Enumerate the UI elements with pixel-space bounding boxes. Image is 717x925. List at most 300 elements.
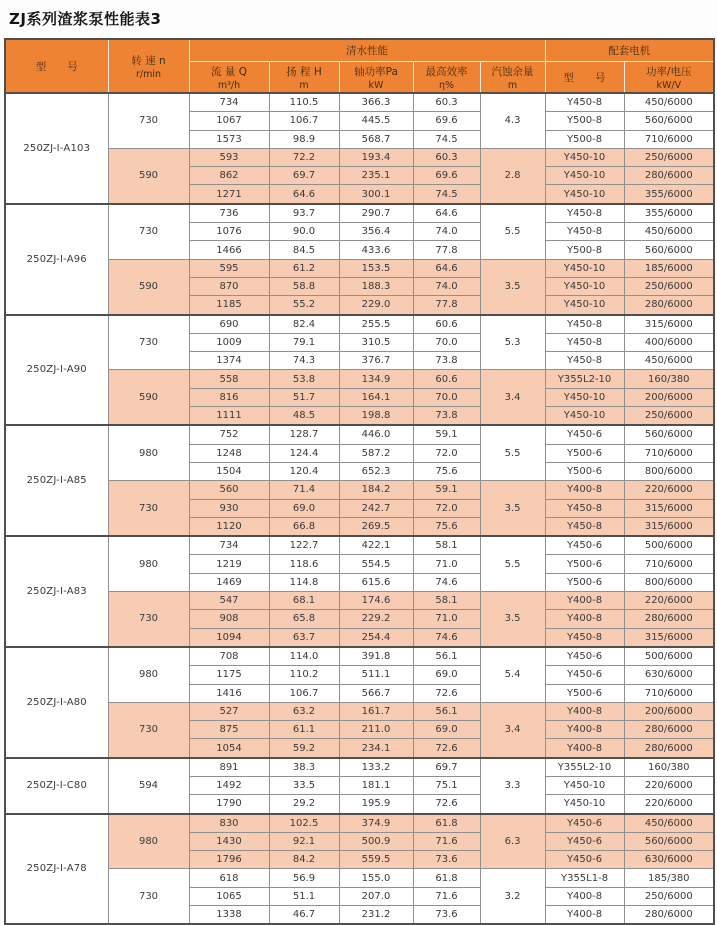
shaft-power-cell: 568.7	[339, 130, 413, 148]
motor-power-cell: 800/6000	[624, 462, 714, 480]
speed-cell: 980	[108, 425, 189, 480]
flow-cell: 1219	[189, 555, 269, 573]
head-cell: 48.5	[269, 407, 339, 426]
motor-power-cell: 315/6000	[624, 628, 714, 647]
pump-model-cell: 250ZJ-I-A85	[5, 425, 108, 536]
motor-power-cell: 315/6000	[624, 315, 714, 334]
motor-power-cell: 280/6000	[624, 721, 714, 739]
motor-model-cell: Y450-6	[545, 814, 624, 833]
speed-cell: 730	[108, 481, 189, 536]
flow-cell: 875	[189, 721, 269, 739]
flow-cell: 527	[189, 702, 269, 720]
header-flow-label: 流 量 Q	[211, 65, 247, 78]
motor-model-cell: Y400-8	[545, 702, 624, 720]
head-cell: 51.7	[269, 388, 339, 406]
header-npsh	[480, 62, 545, 94]
efficiency-cell: 71.6	[413, 832, 480, 850]
table-row	[5, 536, 714, 555]
table-row	[5, 425, 714, 444]
header-head-unit: m	[299, 79, 309, 91]
flow-cell: 1466	[189, 241, 269, 259]
motor-power-cell: 160/380	[624, 370, 714, 388]
efficiency-cell: 60.3	[413, 148, 480, 166]
header-flow-unit: m³/h	[217, 79, 241, 91]
efficiency-cell: 74.5	[413, 185, 480, 204]
efficiency-cell: 73.8	[413, 352, 480, 370]
flow-cell: 1185	[189, 296, 269, 315]
flow-cell: 1271	[189, 185, 269, 204]
shaft-power-cell: 181.1	[339, 776, 413, 794]
efficiency-cell: 61.8	[413, 869, 480, 887]
flow-cell: 1374	[189, 352, 269, 370]
motor-power-cell: 200/6000	[624, 388, 714, 406]
efficiency-cell: 60.6	[413, 370, 480, 388]
table-row	[5, 702, 714, 720]
head-cell: 74.3	[269, 352, 339, 370]
flow-cell: 816	[189, 388, 269, 406]
npsh-cell: 3.5	[480, 481, 545, 536]
head-cell: 106.7	[269, 112, 339, 130]
motor-model-cell: Y450-8	[545, 204, 624, 223]
motor-power-cell: 250/6000	[624, 887, 714, 905]
motor-model-cell: Y450-10	[545, 388, 624, 406]
motor-model-cell: Y450-8	[545, 499, 624, 517]
shaft-power-cell: 446.0	[339, 425, 413, 444]
header-motor-model	[545, 62, 624, 94]
header-flow	[189, 62, 269, 94]
efficiency-cell: 75.6	[413, 462, 480, 480]
motor-power-cell: 280/6000	[624, 610, 714, 628]
flow-cell: 930	[189, 499, 269, 517]
speed-cell: 730	[108, 93, 189, 148]
shaft-power-cell: 234.1	[339, 739, 413, 758]
efficiency-cell: 60.3	[413, 93, 480, 112]
pump-model-cell: 250ZJ-I-A78	[5, 814, 108, 925]
efficiency-cell: 72.0	[413, 444, 480, 462]
head-cell: 69.0	[269, 499, 339, 517]
head-cell: 110.2	[269, 666, 339, 684]
shaft-power-cell: 559.5	[339, 851, 413, 869]
motor-power-cell: 630/6000	[624, 666, 714, 684]
header-efficiency-label: 最高效率	[425, 65, 468, 78]
head-cell: 120.4	[269, 462, 339, 480]
head-cell: 90.0	[269, 223, 339, 241]
npsh-cell: 3.2	[480, 869, 545, 924]
motor-model-cell: Y355L2-10	[545, 370, 624, 388]
motor-model-cell: Y450-10	[545, 148, 624, 166]
motor-model-cell: Y450-6	[545, 851, 624, 869]
shaft-power-cell: 133.2	[339, 758, 413, 777]
header-npsh-label: 汽蚀余量	[491, 65, 534, 78]
shaft-power-cell: 422.1	[339, 536, 413, 555]
motor-model-cell: Y500-6	[545, 684, 624, 702]
motor-power-cell: 220/6000	[624, 776, 714, 794]
shaft-power-cell: 554.5	[339, 555, 413, 573]
table-row	[5, 592, 714, 610]
motor-power-cell: 315/6000	[624, 499, 714, 517]
npsh-cell: 3.3	[480, 758, 545, 814]
motor-model-cell: Y450-8	[545, 352, 624, 370]
flow-cell: 558	[189, 370, 269, 388]
motor-power-cell: 400/6000	[624, 333, 714, 351]
table-row	[5, 647, 714, 666]
flow-cell: 1065	[189, 887, 269, 905]
head-cell: 61.1	[269, 721, 339, 739]
efficiency-cell: 74.0	[413, 277, 480, 295]
head-cell: 56.9	[269, 869, 339, 887]
flow-cell: 1076	[189, 223, 269, 241]
shaft-power-cell: 366.3	[339, 93, 413, 112]
flow-cell: 1469	[189, 573, 269, 591]
motor-model-cell: Y400-8	[545, 481, 624, 499]
speed-cell: 590	[108, 259, 189, 314]
flow-cell: 830	[189, 814, 269, 833]
motor-model-cell: Y450-10	[545, 776, 624, 794]
flow-cell: 1504	[189, 462, 269, 480]
motor-model-cell: Y400-8	[545, 592, 624, 610]
head-cell: 63.7	[269, 628, 339, 647]
npsh-cell: 5.5	[480, 536, 545, 591]
motor-model-cell: Y500-6	[545, 573, 624, 591]
motor-model-cell: Y450-6	[545, 666, 624, 684]
flow-cell: 734	[189, 93, 269, 112]
flow-cell: 595	[189, 259, 269, 277]
header-pump-model: 型 号	[5, 39, 108, 93]
header-speed-unit: r/min	[135, 68, 162, 80]
table-row	[5, 370, 714, 388]
head-cell: 71.4	[269, 481, 339, 499]
motor-power-cell: 185/6000	[624, 259, 714, 277]
shaft-power-cell: 254.4	[339, 628, 413, 647]
shaft-power-cell: 153.5	[339, 259, 413, 277]
motor-power-cell: 630/6000	[624, 851, 714, 869]
performance-table-body	[5, 93, 714, 924]
efficiency-cell: 75.1	[413, 776, 480, 794]
head-cell: 64.6	[269, 185, 339, 204]
shaft-power-cell: 229.0	[339, 296, 413, 315]
flow-cell: 1175	[189, 666, 269, 684]
efficiency-cell: 72.6	[413, 684, 480, 702]
flow-cell: 1492	[189, 776, 269, 794]
flow-cell: 1796	[189, 851, 269, 869]
motor-power-cell: 185/380	[624, 869, 714, 887]
flow-cell: 908	[189, 610, 269, 628]
shaft-power-cell: 445.5	[339, 112, 413, 130]
table-row	[5, 869, 714, 887]
header-water-performance: 清水性能	[189, 39, 545, 62]
pump-model-cell: 250ZJ-I-A90	[5, 315, 108, 426]
efficiency-cell: 71.6	[413, 887, 480, 905]
shaft-power-cell: 188.3	[339, 277, 413, 295]
motor-model-cell: Y450-10	[545, 167, 624, 185]
efficiency-cell: 58.1	[413, 536, 480, 555]
shaft-power-cell: 652.3	[339, 462, 413, 480]
shaft-power-cell: 164.1	[339, 388, 413, 406]
efficiency-cell: 75.6	[413, 517, 480, 536]
shaft-power-cell: 290.7	[339, 204, 413, 223]
shaft-power-cell: 207.0	[339, 887, 413, 905]
motor-power-cell: 710/6000	[624, 130, 714, 148]
head-cell: 128.7	[269, 425, 339, 444]
motor-power-cell: 710/6000	[624, 555, 714, 573]
flow-cell: 547	[189, 592, 269, 610]
pump-model-cell: 250ZJ-I-A83	[5, 536, 108, 647]
flow-cell: 708	[189, 647, 269, 666]
head-cell: 118.6	[269, 555, 339, 573]
header-shaft-power-label: 轴功率Pa	[354, 65, 398, 78]
table-row	[5, 758, 714, 777]
flow-cell: 1111	[189, 407, 269, 426]
head-cell: 38.3	[269, 758, 339, 777]
motor-model-cell: Y450-8	[545, 223, 624, 241]
shaft-power-cell: 356.4	[339, 223, 413, 241]
efficiency-cell: 74.6	[413, 628, 480, 647]
head-cell: 82.4	[269, 315, 339, 334]
head-cell: 84.5	[269, 241, 339, 259]
motor-model-cell: Y450-6	[545, 425, 624, 444]
header-speed-label: 转 速 n	[131, 54, 166, 67]
header-efficiency	[413, 62, 480, 94]
efficiency-cell: 58.1	[413, 592, 480, 610]
head-cell: 92.1	[269, 832, 339, 850]
shaft-power-cell: 211.0	[339, 721, 413, 739]
head-cell: 51.1	[269, 887, 339, 905]
head-cell: 84.2	[269, 851, 339, 869]
performance-table	[4, 38, 715, 925]
shaft-power-cell: 615.6	[339, 573, 413, 591]
flow-cell: 736	[189, 204, 269, 223]
head-cell: 122.7	[269, 536, 339, 555]
npsh-cell: 3.4	[480, 370, 545, 425]
table-row	[5, 481, 714, 499]
motor-model-cell: Y400-8	[545, 610, 624, 628]
shaft-power-cell: 391.8	[339, 647, 413, 666]
header-head	[269, 62, 339, 94]
head-cell: 72.2	[269, 148, 339, 166]
head-cell: 79.1	[269, 333, 339, 351]
motor-model-cell: Y400-8	[545, 906, 624, 925]
efficiency-cell: 69.0	[413, 666, 480, 684]
motor-power-cell: 710/6000	[624, 684, 714, 702]
motor-power-cell: 355/6000	[624, 204, 714, 223]
shaft-power-cell: 566.7	[339, 684, 413, 702]
pump-model-cell: 250ZJ-I-A96	[5, 204, 108, 315]
motor-model-cell: Y450-10	[545, 407, 624, 426]
header-speed	[108, 39, 189, 93]
speed-cell: 590	[108, 148, 189, 203]
motor-power-cell: 250/6000	[624, 277, 714, 295]
motor-model-cell: Y500-8	[545, 241, 624, 259]
efficiency-cell: 69.6	[413, 167, 480, 185]
table-header	[5, 39, 714, 93]
pump-model-cell: 250ZJ-I-C80	[5, 758, 108, 814]
speed-cell: 980	[108, 536, 189, 591]
header-shaft-power	[339, 62, 413, 94]
head-cell: 124.4	[269, 444, 339, 462]
flow-cell: 1430	[189, 832, 269, 850]
motor-model-cell: Y450-10	[545, 185, 624, 204]
flow-cell: 618	[189, 869, 269, 887]
shaft-power-cell: 269.5	[339, 517, 413, 536]
shaft-power-cell: 300.1	[339, 185, 413, 204]
shaft-power-cell: 376.7	[339, 352, 413, 370]
shaft-power-cell: 242.7	[339, 499, 413, 517]
shaft-power-cell: 231.2	[339, 906, 413, 925]
efficiency-cell: 70.0	[413, 333, 480, 351]
motor-power-cell: 710/6000	[624, 444, 714, 462]
motor-model-cell: Y450-8	[545, 315, 624, 334]
pump-model-cell: 250ZJ-I-A80	[5, 647, 108, 758]
flow-cell: 560	[189, 481, 269, 499]
efficiency-cell: 61.8	[413, 814, 480, 833]
efficiency-cell: 69.7	[413, 758, 480, 777]
efficiency-cell: 74.5	[413, 130, 480, 148]
speed-cell: 730	[108, 869, 189, 924]
motor-model-cell: Y400-8	[545, 739, 624, 758]
header-head-label: 扬 程 H	[286, 65, 322, 78]
table-row	[5, 93, 714, 112]
motor-model-cell: Y450-10	[545, 277, 624, 295]
header-npsh-unit: m	[507, 79, 518, 91]
npsh-cell: 2.8	[480, 148, 545, 203]
head-cell: 65.8	[269, 610, 339, 628]
motor-model-cell: Y500-6	[545, 555, 624, 573]
npsh-cell: 3.5	[480, 592, 545, 647]
motor-model-cell: Y450-6	[545, 647, 624, 666]
motor-model-cell: Y500-6	[545, 462, 624, 480]
pump-model-cell: 250ZJ-I-A103	[5, 93, 108, 204]
table-row	[5, 814, 714, 833]
shaft-power-cell: 235.1	[339, 167, 413, 185]
header-motor-model-label: 型 号	[563, 71, 606, 84]
motor-model-cell: Y355L2-10	[545, 758, 624, 777]
motor-power-cell: 280/6000	[624, 906, 714, 925]
motor-model-cell: Y450-10	[545, 296, 624, 315]
npsh-cell: 3.5	[480, 259, 545, 314]
motor-power-cell: 450/6000	[624, 352, 714, 370]
speed-cell: 730	[108, 204, 189, 259]
flow-cell: 891	[189, 758, 269, 777]
page-title: ZJ系列渣浆泵性能表3	[9, 10, 162, 28]
motor-model-cell: Y400-8	[545, 721, 624, 739]
head-cell: 53.8	[269, 370, 339, 388]
efficiency-cell: 73.6	[413, 906, 480, 925]
header-motor-power-label: 功率/电压	[646, 65, 692, 78]
efficiency-cell: 56.1	[413, 702, 480, 720]
header-shaft-power-unit: kW	[368, 79, 384, 91]
npsh-cell: 5.4	[480, 647, 545, 702]
flow-cell: 1067	[189, 112, 269, 130]
speed-cell: 730	[108, 702, 189, 757]
head-cell: 58.8	[269, 277, 339, 295]
speed-cell: 730	[108, 592, 189, 647]
motor-power-cell: 500/6000	[624, 647, 714, 666]
head-cell: 98.9	[269, 130, 339, 148]
flow-cell: 752	[189, 425, 269, 444]
head-cell: 93.7	[269, 204, 339, 223]
flow-cell: 1054	[189, 739, 269, 758]
flow-cell: 1094	[189, 628, 269, 647]
efficiency-cell: 59.1	[413, 425, 480, 444]
motor-model-cell: Y500-8	[545, 130, 624, 148]
head-cell: 102.5	[269, 814, 339, 833]
motor-power-cell: 220/6000	[624, 481, 714, 499]
motor-power-cell: 200/6000	[624, 702, 714, 720]
shaft-power-cell: 374.9	[339, 814, 413, 833]
header-motor-power-unit: kW/V	[656, 79, 682, 91]
motor-power-cell: 250/6000	[624, 148, 714, 166]
motor-power-cell: 220/6000	[624, 592, 714, 610]
motor-power-cell: 160/380	[624, 758, 714, 777]
head-cell: 59.2	[269, 739, 339, 758]
motor-power-cell: 500/6000	[624, 536, 714, 555]
npsh-cell: 5.5	[480, 204, 545, 259]
npsh-cell: 5.5	[480, 425, 545, 480]
flow-cell: 870	[189, 277, 269, 295]
efficiency-cell: 72.6	[413, 739, 480, 758]
shaft-power-cell: 433.6	[339, 241, 413, 259]
motor-model-cell: Y450-6	[545, 832, 624, 850]
efficiency-cell: 71.0	[413, 555, 480, 573]
flow-cell: 1120	[189, 517, 269, 536]
efficiency-cell: 69.6	[413, 112, 480, 130]
speed-cell: 590	[108, 370, 189, 425]
efficiency-cell: 72.0	[413, 499, 480, 517]
motor-power-cell: 800/6000	[624, 573, 714, 591]
efficiency-cell: 73.6	[413, 851, 480, 869]
head-cell: 110.5	[269, 93, 339, 112]
head-cell: 114.8	[269, 573, 339, 591]
efficiency-cell: 73.8	[413, 407, 480, 426]
flow-cell: 862	[189, 167, 269, 185]
head-cell: 33.5	[269, 776, 339, 794]
shaft-power-cell: 195.9	[339, 795, 413, 814]
motor-power-cell: 355/6000	[624, 185, 714, 204]
efficiency-cell: 77.8	[413, 296, 480, 315]
efficiency-cell: 60.6	[413, 315, 480, 334]
motor-power-cell: 450/6000	[624, 93, 714, 112]
motor-model-cell: Y450-8	[545, 333, 624, 351]
motor-power-cell: 315/6000	[624, 517, 714, 536]
efficiency-cell: 77.8	[413, 241, 480, 259]
motor-power-cell: 560/6000	[624, 425, 714, 444]
motor-model-cell: Y450-10	[545, 259, 624, 277]
flow-cell: 1416	[189, 684, 269, 702]
motor-power-cell: 450/6000	[624, 814, 714, 833]
efficiency-cell: 59.1	[413, 481, 480, 499]
flow-cell: 1338	[189, 906, 269, 925]
motor-power-cell: 560/6000	[624, 832, 714, 850]
efficiency-cell: 71.0	[413, 610, 480, 628]
header-motor-power	[624, 62, 714, 94]
header-efficiency-unit: η%	[438, 79, 455, 91]
motor-power-cell: 250/6000	[624, 407, 714, 426]
motor-model-cell: Y450-8	[545, 517, 624, 536]
shaft-power-cell: 184.2	[339, 481, 413, 499]
motor-model-cell: Y400-8	[545, 887, 624, 905]
motor-power-cell: 280/6000	[624, 739, 714, 758]
head-cell: 66.8	[269, 517, 339, 536]
motor-model-cell: Y450-6	[545, 536, 624, 555]
motor-power-cell: 220/6000	[624, 795, 714, 814]
flow-cell: 1009	[189, 333, 269, 351]
head-cell: 68.1	[269, 592, 339, 610]
shaft-power-cell: 255.5	[339, 315, 413, 334]
motor-power-cell: 280/6000	[624, 296, 714, 315]
header-motor-group: 配套电机	[545, 39, 714, 62]
speed-cell: 730	[108, 315, 189, 370]
efficiency-cell: 72.6	[413, 795, 480, 814]
